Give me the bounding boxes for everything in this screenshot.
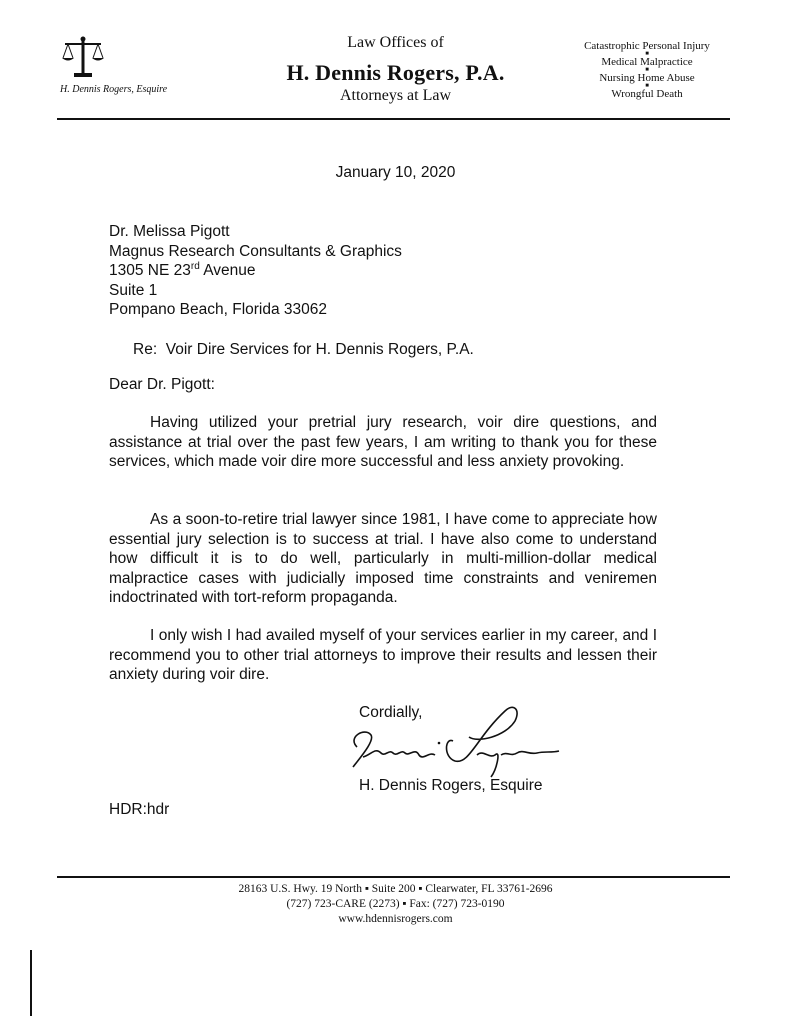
bullet-icon: ■ xyxy=(645,51,649,57)
body-paragraph xyxy=(109,510,657,608)
letterhead-attorney: H. Dennis Rogers, Esquire xyxy=(60,84,168,95)
footer-website: www.hdennisrogers.com xyxy=(338,913,453,925)
reference-initials: HDR:hdr xyxy=(109,801,170,818)
letterhead-subtitle: Attorneys at Law xyxy=(339,87,452,104)
recipient-address xyxy=(109,222,402,320)
closing: Cordially, xyxy=(359,704,423,721)
handwritten-signature xyxy=(345,697,575,782)
salutation: Dear Dr. Pigott: xyxy=(109,376,215,393)
practice-area: Nursing Home Abuse xyxy=(599,72,695,84)
letter-date: January 10, 2020 xyxy=(335,164,456,181)
footer-divider xyxy=(57,876,730,878)
signer-name: H. Dennis Rogers, Esquire xyxy=(359,777,543,794)
bullet-icon: ■ xyxy=(645,67,649,73)
paragraph-text: As a soon-to-retire trial lawyer since 1981, I have come to appreciate how essential jury selection is to success at trial. I have also come to understand how difficult it is to do well, particularly in multi-million-dollar medical malpractice cases with judicially imposed time constraints and veniremen indoctrinated with tort-reform propaganda. xyxy=(109,511,657,606)
letterhead-intro: Law Offices of xyxy=(347,34,444,51)
body-paragraph xyxy=(109,413,657,472)
footer xyxy=(0,882,791,927)
recipient-street xyxy=(109,261,402,281)
footer-address: 28163 U.S. Hwy. 19 North ▪ Suite 200 ▪ Clearwater, FL 33761-2696 xyxy=(238,883,553,895)
footer-phones: (727) 723-CARE (2273) ▪ Fax: (727) 723-0190 xyxy=(286,898,505,910)
practice-areas xyxy=(572,40,722,101)
practice-area: Wrongful Death xyxy=(611,88,683,100)
subject-line: Re: Voir Dire Services for H. Dennis Rogers, P.A. xyxy=(133,341,474,358)
paragraph-text: Having utilized your pretrial jury research, voir dire questions, and assistance at trial over the past few years, I am writing to thank you for these services, which made voir dire more successful and less anxiety provoking. xyxy=(109,414,657,470)
recipient-suite: Suite 1 xyxy=(109,281,158,299)
street-name: Avenue xyxy=(199,262,256,279)
recipient-name: Dr. Melissa Pigott xyxy=(109,223,230,240)
scan-margin-line xyxy=(30,950,32,1016)
paragraph-text: I only wish I had availed myself of your services earlier in my career, and I recommend you to other trial attorneys to improve their results and lessen their anxiety during voir dire. xyxy=(109,627,657,683)
firm-name: H. Dennis Rogers, P.A. xyxy=(286,60,505,85)
bullet-icon: ■ xyxy=(645,83,649,89)
street-number: 1305 NE 23 xyxy=(109,262,191,279)
body-paragraph xyxy=(109,626,657,685)
practice-area: Medical Malpractice xyxy=(601,56,693,68)
street-ordinal: rd xyxy=(190,260,200,272)
recipient-company: Magnus Research Consultants & Graphics xyxy=(109,242,402,260)
header-divider xyxy=(57,118,730,120)
recipient-city: Pompano Beach, Florida 33062 xyxy=(109,301,328,318)
practice-area: Catastrophic Personal Injury xyxy=(584,40,710,52)
